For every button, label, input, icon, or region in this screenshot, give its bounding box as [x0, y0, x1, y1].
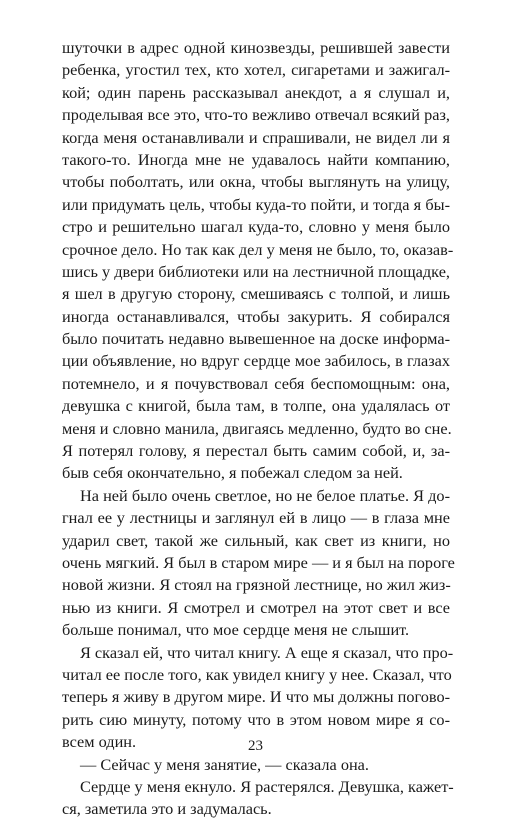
- text-line: такого-то. Иногда мне не удавалось найти компанию,: [62, 149, 450, 169]
- text-line: ударил свет, такой же сильный, как свет из книги, но: [62, 530, 450, 550]
- text-line: шись у двери библиотеки или на лестничной площадке,: [62, 261, 450, 281]
- text-line: стро и решительно шагал куда-то, словно у меня было: [62, 217, 450, 237]
- text-line: Я потерял голову, я перестал быть самим собой, и, за-: [62, 441, 450, 461]
- text-line: ся, заметила это и задумалась.: [62, 799, 272, 819]
- text-line: Сердце у меня екнуло. Я растерялся. Девушка, кажет-: [80, 776, 454, 796]
- text-line: гнал ее у лестницы и заглянул ей в лицо — в глаза мне: [62, 508, 450, 528]
- text-line: меня и словно манила, двигаясь медленно, будто во сне.: [62, 418, 452, 438]
- text-line: теперь я живу в другом мире. И что мы должны погово-: [62, 687, 451, 707]
- text-line: потемнело, и я почувствовал себя беспомощным: она,: [62, 373, 450, 393]
- text-line: ребенка, угостил тех, кто хотел, сигаретами и зажигал-: [62, 60, 450, 80]
- text-line: кой; один парень рассказывал анекдот, а я слушал и,: [62, 82, 450, 102]
- page-number: 23: [248, 738, 263, 754]
- text-line: ции объявление, но вдруг сердце мое забилось, в глазах: [62, 351, 450, 371]
- text-line: читал ее после того, как увидел книгу у нее. Сказал, что: [62, 664, 452, 684]
- text-line: быв себя окончательно, я побежал следом за ней.: [62, 463, 403, 483]
- text-line: новой жизни. Я стоял на грязной лестнице, но жил жиз-: [62, 575, 451, 595]
- text-line: больше понимал, что мое сердце меня не слышит.: [62, 620, 410, 640]
- text-line: На ней было очень светлое, но не белое платье. Я до-: [80, 485, 450, 505]
- text-line: проделывая все это, что-то вежливо отвечал всякий раз,: [62, 105, 450, 125]
- text-line: срочное дело. Но так как дел у меня не было, то, оказав-: [62, 239, 454, 259]
- text-line: иногда останавливался, чтобы закурить. Я собирался: [62, 306, 450, 326]
- text-line: всем один.: [62, 732, 137, 752]
- text-line: когда меня останавливали и спрашивали, не видел ли я: [62, 127, 450, 147]
- text-line: девушка с книгой, была там, в толпе, она удалялась от: [62, 396, 450, 416]
- text-line: было почитать недавно вывешенное на доске информа-: [62, 329, 450, 349]
- text-line: рить сию минуту, потому что в этом новом мире я со-: [62, 709, 450, 729]
- text-line: я шел в другую сторону, смешиваясь с толпой, и лишь: [62, 284, 450, 304]
- text-line: Я сказал ей, что читал книгу. А еще я сказал, что про-: [80, 642, 454, 662]
- text-line: или придумать цель, чтобы куда-то пойти, и тогда я бы-: [62, 194, 450, 214]
- body-text: [62, 37, 455, 821]
- text-line: чтобы поболтать, или окна, чтобы выглянуть на улицу,: [62, 172, 450, 192]
- text-line: очень мягкий. Я был в старом мире — и я был на пороге: [62, 552, 455, 572]
- text-line: шуточки в адрес одной кинозвезды, решившей завести: [62, 38, 450, 57]
- text-line: нью из книги. Я смотрел и смотрел на этот свет и все: [62, 597, 450, 617]
- text-line: — Сейчас у меня занятие, — сказала она.: [80, 754, 369, 774]
